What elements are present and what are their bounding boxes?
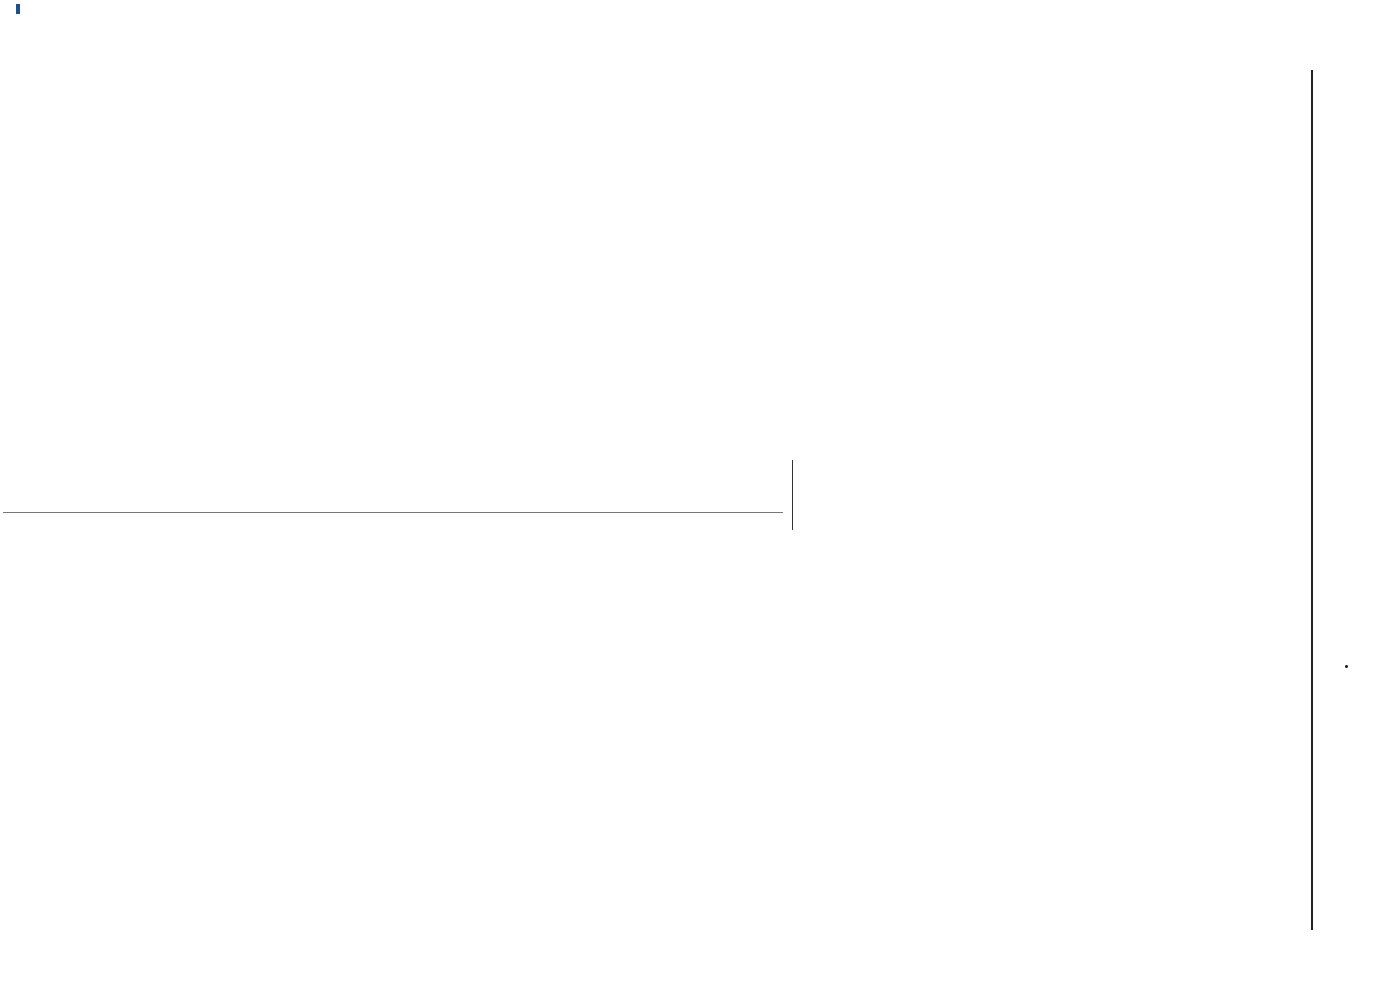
page-header (1308, 70, 1348, 950)
left-text-column (771, 86, 785, 506)
digitization-footer (5, 0, 31, 1004)
dfg-logo (16, 4, 20, 14)
header-rule (1311, 70, 1313, 930)
section-divider (792, 460, 793, 530)
column-separator (3, 512, 783, 513)
